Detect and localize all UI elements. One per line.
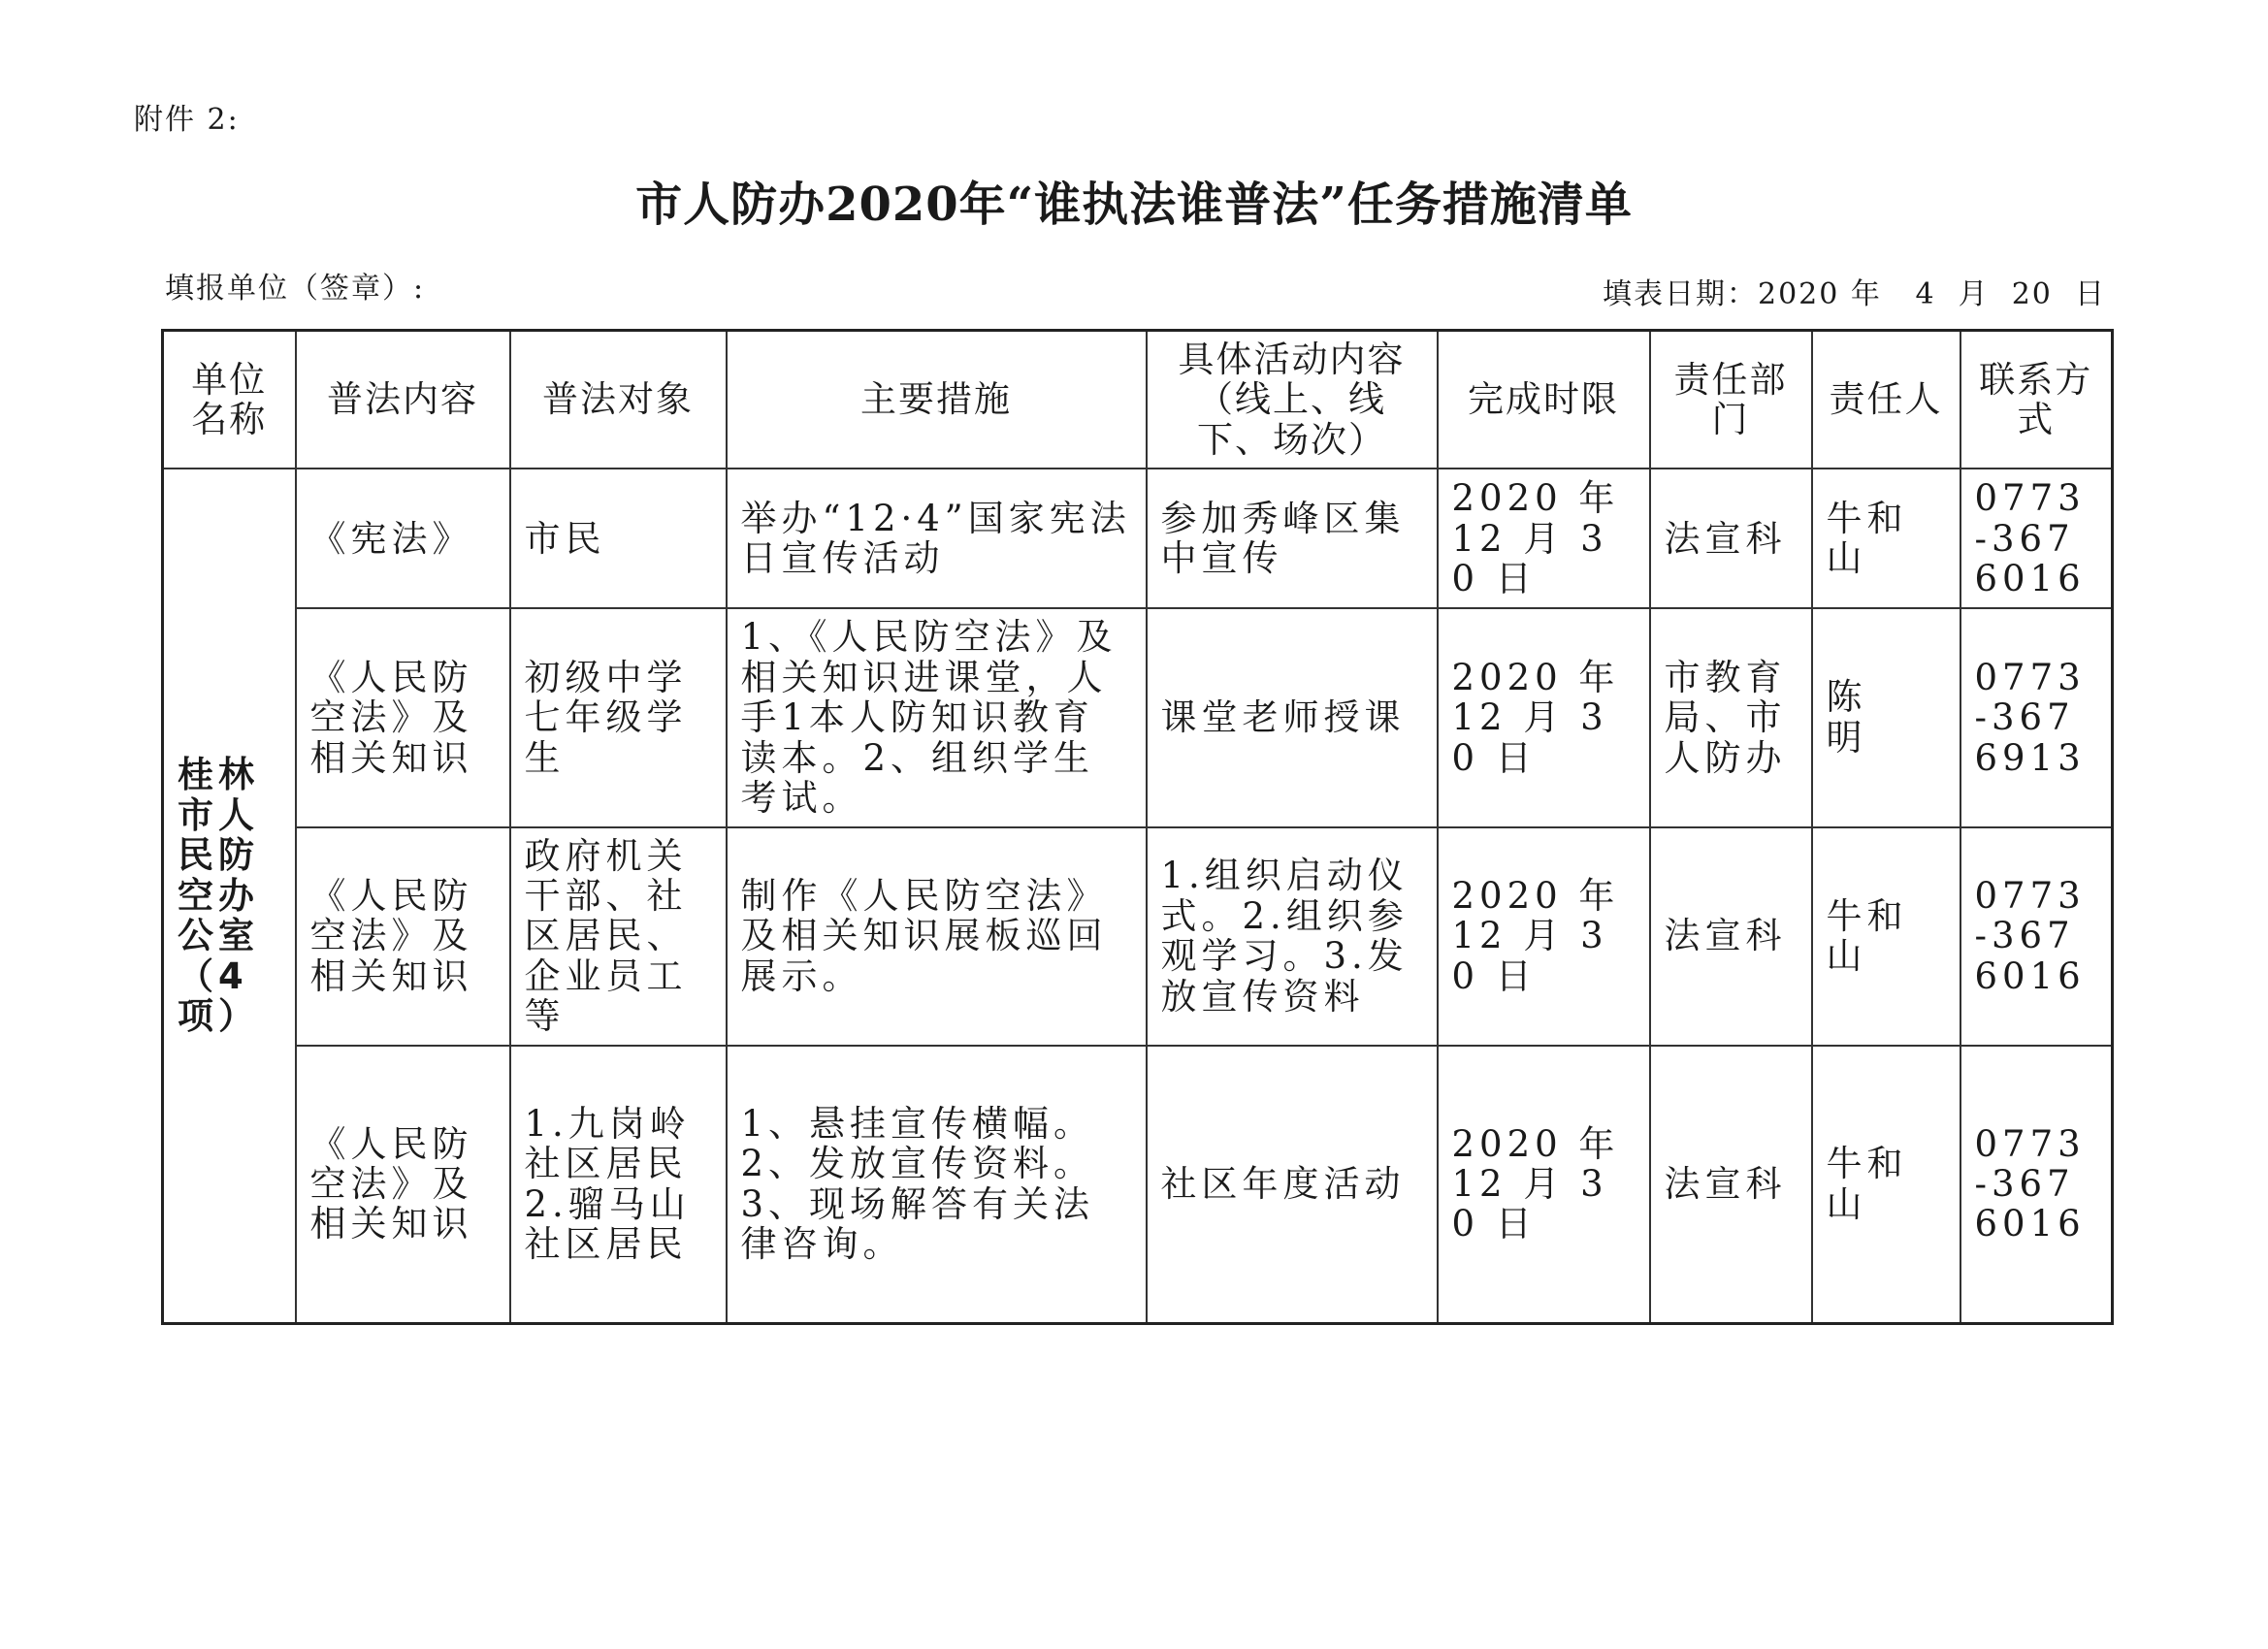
contact-cell: 0773-3676016 — [1960, 827, 2113, 1046]
target-cell: 政府机关干部、社区居民、企业员工等 — [510, 827, 727, 1046]
deadline-cell: 2020 年 12 月 30 日 — [1438, 1046, 1650, 1324]
header-unit-name: 单位名称 — [163, 331, 296, 469]
header-row — [163, 331, 2113, 469]
fill-date-label: 填表日期：2020 年 4 月 20 日 — [1603, 277, 2106, 311]
task-measures-table — [161, 329, 2114, 1325]
measures-cell: 制作《人民防空法》及相关知识展板巡回展示。 — [727, 827, 1147, 1046]
header-department: 责任部门 — [1650, 331, 1812, 469]
target-cell: 1.九岗岭社区居民 2.骝马山社区居民 — [510, 1046, 727, 1324]
content-cell: 《人民防空法》及相关知识 — [296, 608, 510, 826]
header-contact: 联系方式 — [1960, 331, 2113, 469]
deadline-cell: 2020 年 12 月 30 日 — [1438, 469, 1650, 608]
table-row — [163, 608, 2113, 826]
measures-cell: 1、悬挂宣传横幅。2、发放宣传资料。3、现场解答有关法律咨询。 — [727, 1046, 1147, 1324]
target-cell: 市民 — [510, 469, 727, 608]
person-cell: 牛和山 — [1812, 827, 1960, 1046]
unit-name-cell: 桂林市人民防空办公室（4项） — [163, 469, 296, 1323]
header-measures: 主要措施 — [727, 331, 1147, 469]
measures-cell: 1、《人民防空法》及相关知识进课堂，人手1本人防知识教育读本。2、组织学生考试。 — [727, 608, 1147, 826]
header-person: 责任人 — [1812, 331, 1960, 469]
fill-unit-label: 填报单位（签章）: — [165, 272, 426, 306]
contact-cell: 0773-3676913 — [1960, 608, 2113, 826]
table-row — [163, 827, 2113, 1046]
measures-cell: 举办“12·4”国家宪法日宣传活动 — [727, 469, 1147, 608]
header-deadline: 完成时限 — [1438, 331, 1650, 469]
header-target: 普法对象 — [510, 331, 727, 469]
table-row — [163, 1046, 2113, 1324]
attachment-label: 附件 2: — [134, 103, 240, 137]
person-cell: 陈 明 — [1812, 608, 1960, 826]
header-content: 普法内容 — [296, 331, 510, 469]
content-cell: 《人民防空法》及相关知识 — [296, 827, 510, 1046]
activity-cell: 参加秀峰区集中宣传 — [1147, 469, 1438, 608]
contact-cell: 0773-3676016 — [1960, 1046, 2113, 1324]
department-cell: 法宣科 — [1650, 1046, 1812, 1324]
department-cell: 法宣科 — [1650, 469, 1812, 608]
department-cell: 市教育局、市人防办 — [1650, 608, 1812, 826]
target-cell: 初级中学七年级学生 — [510, 608, 727, 826]
content-cell: 《人民防空法》及相关知识 — [296, 1046, 510, 1324]
content-cell: 《宪法》 — [296, 469, 510, 608]
table-row — [163, 469, 2113, 608]
page-title: 市人防办2020年“谁执法谁普法”任务措施清单 — [635, 178, 1633, 232]
person-cell: 牛和山 — [1812, 469, 1960, 608]
person-cell: 牛和山 — [1812, 1046, 1960, 1324]
header-activity: 具体活动内容（线上、线下、场次） — [1147, 331, 1438, 469]
contact-cell: 0773-3676016 — [1960, 469, 2113, 608]
activity-cell: 课堂老师授课 — [1147, 608, 1438, 826]
activity-cell: 社区年度活动 — [1147, 1046, 1438, 1324]
deadline-cell: 2020 年 12 月 30 日 — [1438, 608, 1650, 826]
department-cell: 法宣科 — [1650, 827, 1812, 1046]
activity-cell: 1.组织启动仪式。2.组织参观学习。3.发放宣传资料 — [1147, 827, 1438, 1046]
deadline-cell: 2020 年 12 月 30 日 — [1438, 827, 1650, 1046]
